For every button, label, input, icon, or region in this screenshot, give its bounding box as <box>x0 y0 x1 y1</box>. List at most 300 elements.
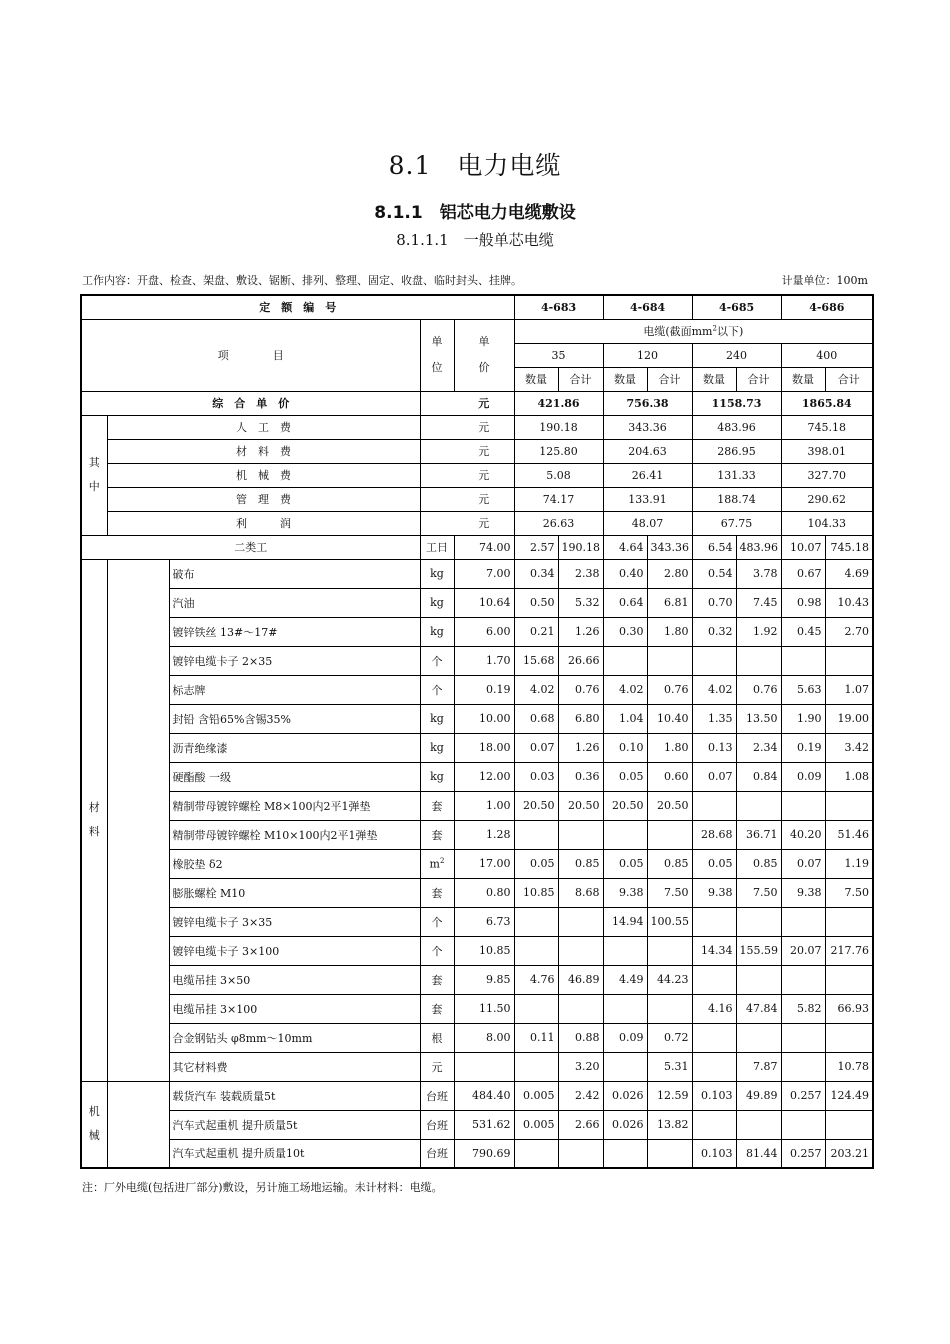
item-cell <box>603 936 647 965</box>
item-cell: 4.69 <box>825 559 873 588</box>
item-cell <box>603 646 647 675</box>
item-cell <box>692 1023 736 1052</box>
cable-header <box>514 319 873 343</box>
code-cell: 4-684 <box>603 295 692 319</box>
total-label: 综 合 单 价 <box>81 391 420 415</box>
item-name: 其它材料费 <box>169 1052 420 1081</box>
item-cell: 20.50 <box>514 791 558 820</box>
item-cell: 7.87 <box>736 1052 781 1081</box>
item-cell: 0.85 <box>736 849 781 878</box>
material-row <box>81 936 873 965</box>
item-cell: 13.82 <box>647 1110 692 1139</box>
item-cell: 20.50 <box>558 791 603 820</box>
item-cell <box>647 646 692 675</box>
item-cell <box>692 646 736 675</box>
item-cell: 9.38 <box>692 878 736 907</box>
material-row <box>81 994 873 1023</box>
labor-cell: 2.57 <box>514 535 558 559</box>
item-cell: 2.80 <box>647 559 692 588</box>
breakdown-unit: 元 <box>454 511 514 535</box>
labor-label: 二类工 <box>81 535 420 559</box>
material-row <box>81 559 873 588</box>
breakdown-value: 125.80 <box>514 439 603 463</box>
item-cell <box>692 791 736 820</box>
item-cell: 0.84 <box>736 762 781 791</box>
item-cell: 0.03 <box>514 762 558 791</box>
item-cell <box>825 1110 873 1139</box>
item-cell: 0.257 <box>781 1081 825 1110</box>
sum-header: 合计 <box>736 367 781 391</box>
breakdown-value: 48.07 <box>603 511 692 535</box>
item-cell: 1.92 <box>736 617 781 646</box>
item-price: 484.40 <box>454 1081 514 1110</box>
item-cell <box>825 791 873 820</box>
machinery-row <box>81 1110 873 1139</box>
of-which-label: 其中 <box>81 415 107 535</box>
item-name: 膨胀螺栓 M10 <box>169 878 420 907</box>
total-value: 1158.73 <box>692 391 781 415</box>
item-cell <box>692 1110 736 1139</box>
item-cell <box>603 820 647 849</box>
item-unit: 个 <box>420 646 454 675</box>
item-unit: 元 <box>420 1052 454 1081</box>
item-unit: kg <box>420 588 454 617</box>
item-cell: 0.32 <box>692 617 736 646</box>
item-name: 镀锌铁丝 13#～17# <box>169 617 420 646</box>
breakdown-unit: 元 <box>454 463 514 487</box>
item-cell: 4.16 <box>692 994 736 1023</box>
breakdown-value: 26.63 <box>514 511 603 535</box>
item-name: 镀锌电缆卡子 3×100 <box>169 936 420 965</box>
blank-cell <box>107 1081 169 1168</box>
item-cell: 6.80 <box>558 704 603 733</box>
breakdown-label: 机 械 费 <box>107 463 420 487</box>
item-cell: 0.50 <box>514 588 558 617</box>
item-name: 硬酯酸 一级 <box>169 762 420 791</box>
material-row <box>81 675 873 704</box>
item-cell: 0.21 <box>514 617 558 646</box>
breakdown-unit: 元 <box>454 415 514 439</box>
code-row <box>81 295 873 319</box>
material-row <box>81 762 873 791</box>
item-cell <box>647 994 692 1023</box>
item-cell: 0.05 <box>603 849 647 878</box>
material-row <box>81 1052 873 1081</box>
item-cell: 0.026 <box>603 1110 647 1139</box>
qty-header: 数量 <box>781 367 825 391</box>
labor-cell: 10.07 <box>781 535 825 559</box>
item-cell <box>514 907 558 936</box>
item-cell <box>514 1139 558 1168</box>
item-cell: 5.32 <box>558 588 603 617</box>
breakdown-value: 398.01 <box>781 439 873 463</box>
item-cell: 10.85 <box>514 878 558 907</box>
item-cell: 0.05 <box>514 849 558 878</box>
code-cell: 4-686 <box>781 295 873 319</box>
material-row <box>81 878 873 907</box>
item-price: 12.00 <box>454 762 514 791</box>
item-cell: 0.85 <box>558 849 603 878</box>
item-name: 镀锌电缆卡子 3×35 <box>169 907 420 936</box>
item-price: 7.00 <box>454 559 514 588</box>
size-cell: 240 <box>692 343 781 367</box>
item-cell: 0.19 <box>781 733 825 762</box>
item-price <box>454 1052 514 1081</box>
item-cell <box>736 646 781 675</box>
spacer <box>420 487 454 511</box>
item-cell: 3.20 <box>558 1052 603 1081</box>
total-value: 1865.84 <box>781 391 873 415</box>
item-unit: 套 <box>420 791 454 820</box>
breakdown-value: 133.91 <box>603 487 692 511</box>
item-price: 1.70 <box>454 646 514 675</box>
item-price: 790.69 <box>454 1139 514 1168</box>
breakdown-value: 286.95 <box>692 439 781 463</box>
item-price: 531.62 <box>454 1110 514 1139</box>
page-title: 8.1 电力电缆 <box>388 151 562 180</box>
item-cell <box>514 820 558 849</box>
item-cell: 14.94 <box>603 907 647 936</box>
unit-header: 单位 <box>420 319 454 391</box>
machinery-label: 机械 <box>81 1081 107 1168</box>
item-cell: 0.026 <box>603 1081 647 1110</box>
section-subtitle: 8.1.1 铝芯电力电缆敷设 <box>374 203 576 223</box>
labor-cell: 4.64 <box>603 535 647 559</box>
item-unit: 根 <box>420 1023 454 1052</box>
size-cell: 400 <box>781 343 873 367</box>
item-cell <box>603 994 647 1023</box>
item-unit: kg <box>420 733 454 762</box>
breakdown-unit: 元 <box>454 487 514 511</box>
blank-cell <box>107 559 169 1081</box>
labor-cell: 190.18 <box>558 535 603 559</box>
item-cell <box>825 646 873 675</box>
item-price: 9.85 <box>454 965 514 994</box>
item-name: 电缆吊挂 3×50 <box>169 965 420 994</box>
sum-header: 合计 <box>558 367 603 391</box>
item-cell: 28.68 <box>692 820 736 849</box>
quota-table <box>80 294 874 1169</box>
item-price: 10.85 <box>454 936 514 965</box>
item-header: 项 目 <box>81 319 420 391</box>
item-cell: 124.49 <box>825 1081 873 1110</box>
item-price: 10.64 <box>454 588 514 617</box>
item-cell: 0.07 <box>781 849 825 878</box>
item-name: 精制带母镀锌螺栓 M8×100内2平1弹垫 <box>169 791 420 820</box>
item-cell: 15.68 <box>514 646 558 675</box>
spacer <box>420 415 454 439</box>
breakdown-value: 745.18 <box>781 415 873 439</box>
item-cell <box>692 965 736 994</box>
item-cell: 1.26 <box>558 733 603 762</box>
item-cell: 14.34 <box>692 936 736 965</box>
item-cell <box>825 965 873 994</box>
item-price: 0.80 <box>454 878 514 907</box>
material-row <box>81 849 873 878</box>
item-cell: 8.68 <box>558 878 603 907</box>
item-cell: 0.67 <box>781 559 825 588</box>
item-cell: 9.38 <box>603 878 647 907</box>
item-cell: 1.80 <box>647 617 692 646</box>
item-cell: 49.89 <box>736 1081 781 1110</box>
item-name: 电缆吊挂 3×100 <box>169 994 420 1023</box>
item-cell: 0.76 <box>736 675 781 704</box>
item-cell: 0.07 <box>514 733 558 762</box>
item-cell: 44.23 <box>647 965 692 994</box>
item-cell: 0.09 <box>781 762 825 791</box>
item-cell: 19.00 <box>825 704 873 733</box>
subsection-title: 8.1.1.1 一般单芯电缆 <box>396 231 554 249</box>
breakdown-row <box>81 463 873 487</box>
item-price: 6.73 <box>454 907 514 936</box>
spacer <box>420 463 454 487</box>
item-cell: 47.84 <box>736 994 781 1023</box>
item-cell: 0.54 <box>692 559 736 588</box>
item-unit: kg <box>420 704 454 733</box>
breakdown-value: 483.96 <box>692 415 781 439</box>
item-cell: 20.50 <box>603 791 647 820</box>
item-unit: 台班 <box>420 1139 454 1168</box>
breakdown-label: 材 料 费 <box>107 439 420 463</box>
item-cell <box>514 1052 558 1081</box>
item-cell <box>558 994 603 1023</box>
cable-label: 电缆(截面$mm^2$以下) <box>643 324 744 338</box>
code-label: 定 额 编 号 <box>81 295 514 319</box>
item-cell: 3.42 <box>825 733 873 762</box>
item-unit: $m^2$ <box>420 849 454 878</box>
item-cell <box>736 1023 781 1052</box>
item-cell <box>647 820 692 849</box>
labor-cell: 343.36 <box>647 535 692 559</box>
item-cell: 6.81 <box>647 588 692 617</box>
item-name: 汽车式起重机 提升质量5t <box>169 1110 420 1139</box>
item-cell: 5.63 <box>781 675 825 704</box>
item-cell: 1.19 <box>825 849 873 878</box>
item-cell: 2.34 <box>736 733 781 762</box>
labor-cell: 6.54 <box>692 535 736 559</box>
item-name: 汽油 <box>169 588 420 617</box>
item-unit: 台班 <box>420 1081 454 1110</box>
size-cell: 120 <box>603 343 692 367</box>
item-cell <box>736 791 781 820</box>
item-cell: 13.50 <box>736 704 781 733</box>
item-cell: 0.103 <box>692 1081 736 1110</box>
labor-price: 74.00 <box>454 535 514 559</box>
breakdown-row <box>81 487 873 511</box>
item-name: 载货汽车 装载质量5t <box>169 1081 420 1110</box>
item-cell: 1.04 <box>603 704 647 733</box>
qty-header: 数量 <box>603 367 647 391</box>
item-name: 破布 <box>169 559 420 588</box>
item-unit: 套 <box>420 994 454 1023</box>
breakdown-label: 人 工 费 <box>107 415 420 439</box>
code-cell: 4-683 <box>514 295 603 319</box>
item-cell: 20.50 <box>647 791 692 820</box>
breakdown-row <box>81 415 873 439</box>
item-unit: 套 <box>420 878 454 907</box>
item-cell: 2.38 <box>558 559 603 588</box>
breakdown-value: 67.75 <box>692 511 781 535</box>
total-value: 756.38 <box>603 391 692 415</box>
item-name: 标志牌 <box>169 675 420 704</box>
item-name: 沥青绝缘漆 <box>169 733 420 762</box>
item-cell <box>558 936 603 965</box>
material-row <box>81 617 873 646</box>
item-cell: 0.30 <box>603 617 647 646</box>
item-cell: 0.76 <box>647 675 692 704</box>
item-cell: 1.26 <box>558 617 603 646</box>
item-unit: 个 <box>420 675 454 704</box>
item-cell <box>514 994 558 1023</box>
item-cell: 81.44 <box>736 1139 781 1168</box>
item-unit: kg <box>420 762 454 791</box>
item-cell: 0.64 <box>603 588 647 617</box>
item-price: 1.00 <box>454 791 514 820</box>
item-cell: 7.50 <box>647 878 692 907</box>
breakdown-value: 26.41 <box>603 463 692 487</box>
item-cell: 4.49 <box>603 965 647 994</box>
spacer <box>420 439 454 463</box>
item-cell <box>558 1139 603 1168</box>
item-name: 封铅 含铅65%含锡35% <box>169 704 420 733</box>
machinery-row <box>81 1081 873 1110</box>
total-row <box>81 391 873 415</box>
item-price: 6.00 <box>454 617 514 646</box>
item-cell: 0.005 <box>514 1081 558 1110</box>
item-cell: 0.72 <box>647 1023 692 1052</box>
price-header: 单价 <box>454 319 514 391</box>
material-row <box>81 704 873 733</box>
item-cell: 217.76 <box>825 936 873 965</box>
item-cell: 0.88 <box>558 1023 603 1052</box>
work-content: 工作内容：开盘、检查、架盘、敷设、锯断、排列、整理、固定、收盘、临时封头、挂牌。 <box>82 274 522 287</box>
item-cell: 0.07 <box>692 762 736 791</box>
item-cell <box>514 936 558 965</box>
item-cell <box>825 1023 873 1052</box>
item-cell <box>781 965 825 994</box>
item-cell: 2.70 <box>825 617 873 646</box>
item-cell: 5.31 <box>647 1052 692 1081</box>
breakdown-label: 利 润 <box>107 511 420 535</box>
breakdown-value: 5.08 <box>514 463 603 487</box>
item-cell: 4.02 <box>514 675 558 704</box>
item-cell: 1.80 <box>647 733 692 762</box>
item-cell: 5.82 <box>781 994 825 1023</box>
item-price: 8.00 <box>454 1023 514 1052</box>
labor-unit: 工日 <box>420 535 454 559</box>
item-cell: 0.70 <box>692 588 736 617</box>
item-cell <box>736 965 781 994</box>
item-name: 橡胶垫 δ2 <box>169 849 420 878</box>
item-cell: 4.76 <box>514 965 558 994</box>
item-cell: 10.40 <box>647 704 692 733</box>
item-cell <box>781 1110 825 1139</box>
material-row <box>81 791 873 820</box>
item-cell: 7.50 <box>736 878 781 907</box>
item-name: 精制带母镀锌螺栓 M10×100内2平1弹垫 <box>169 820 420 849</box>
item-cell <box>736 907 781 936</box>
item-cell: 2.66 <box>558 1110 603 1139</box>
breakdown-row <box>81 511 873 535</box>
item-cell: 1.07 <box>825 675 873 704</box>
item-cell <box>825 907 873 936</box>
material-row <box>81 907 873 936</box>
item-name: 合金钢钻头 φ8mm～10mm <box>169 1023 420 1052</box>
item-cell: 12.59 <box>647 1081 692 1110</box>
total-value: 421.86 <box>514 391 603 415</box>
item-cell: 1.08 <box>825 762 873 791</box>
material-row <box>81 646 873 675</box>
item-cell <box>736 1110 781 1139</box>
footnote: 注：厂外电缆(包括进厂部分)敷设，另计施工场地运输。未计材料：电缆。 <box>82 1181 443 1194</box>
item-cell: 9.38 <box>781 878 825 907</box>
breakdown-value: 204.63 <box>603 439 692 463</box>
item-cell: 0.85 <box>647 849 692 878</box>
breakdown-value: 188.74 <box>692 487 781 511</box>
item-price: 18.00 <box>454 733 514 762</box>
item-cell <box>558 907 603 936</box>
breakdown-label: 管 理 费 <box>107 487 420 511</box>
labor-row <box>81 535 873 559</box>
item-cell: 2.42 <box>558 1081 603 1110</box>
item-cell: 0.34 <box>514 559 558 588</box>
item-cell: 203.21 <box>825 1139 873 1168</box>
item-cell: 51.46 <box>825 820 873 849</box>
item-cell: 10.78 <box>825 1052 873 1081</box>
labor-cell: 483.96 <box>736 535 781 559</box>
item-cell: 0.11 <box>514 1023 558 1052</box>
breakdown-value: 290.62 <box>781 487 873 511</box>
item-price: 17.00 <box>454 849 514 878</box>
item-price: 1.28 <box>454 820 514 849</box>
item-cell: 0.05 <box>692 849 736 878</box>
item-cell: 1.35 <box>692 704 736 733</box>
code-cell: 4-685 <box>692 295 781 319</box>
breakdown-value: 190.18 <box>514 415 603 439</box>
item-name: 镀锌电缆卡子 2×35 <box>169 646 420 675</box>
item-cell: 0.76 <box>558 675 603 704</box>
item-cell: 40.20 <box>781 820 825 849</box>
item-cell: 1.90 <box>781 704 825 733</box>
item-cell: 20.07 <box>781 936 825 965</box>
item-unit: 个 <box>420 936 454 965</box>
item-price: 11.50 <box>454 994 514 1023</box>
item-cell <box>647 936 692 965</box>
item-cell: 0.68 <box>514 704 558 733</box>
item-cell: 46.89 <box>558 965 603 994</box>
item-cell: 0.36 <box>558 762 603 791</box>
item-unit: 套 <box>420 820 454 849</box>
item-cell: 3.78 <box>736 559 781 588</box>
breakdown-value: 74.17 <box>514 487 603 511</box>
breakdown-unit: 元 <box>454 439 514 463</box>
item-unit: kg <box>420 617 454 646</box>
labor-cell: 745.18 <box>825 535 873 559</box>
item-cell: 7.45 <box>736 588 781 617</box>
item-cell: 36.71 <box>736 820 781 849</box>
item-cell: 0.005 <box>514 1110 558 1139</box>
item-cell: 0.257 <box>781 1139 825 1168</box>
size-cell: 35 <box>514 343 603 367</box>
sum-header: 合计 <box>647 367 692 391</box>
item-cell: 26.66 <box>558 646 603 675</box>
item-cell: 66.93 <box>825 994 873 1023</box>
item-cell: 155.59 <box>736 936 781 965</box>
item-cell: 4.02 <box>692 675 736 704</box>
item-name: 汽车式起重机 提升质量10t <box>169 1139 420 1168</box>
item-cell <box>692 907 736 936</box>
item-cell: 0.05 <box>603 762 647 791</box>
